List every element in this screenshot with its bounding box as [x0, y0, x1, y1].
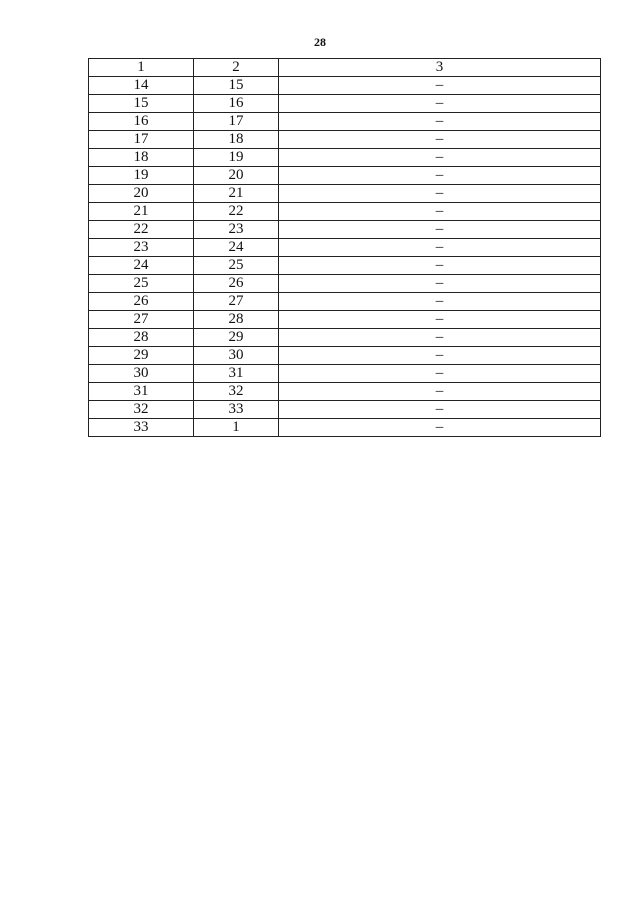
table-row [89, 365, 601, 383]
table-cell-col2: 16 [194, 95, 279, 113]
table-cell-col1: 27 [89, 311, 194, 329]
table-cell-col1: 28 [89, 329, 194, 347]
table-cell-col2: 25 [194, 257, 279, 275]
table-cell-col1: 21 [89, 203, 194, 221]
table-row [89, 401, 601, 419]
table-cell-col1: 25 [89, 275, 194, 293]
table-body [89, 59, 601, 437]
table-cell-col3: – [279, 293, 601, 311]
table-row [89, 185, 601, 203]
page-number: 28 [314, 35, 326, 49]
table-cell-col3: – [279, 149, 601, 167]
table-cell-col1: 24 [89, 257, 194, 275]
table-cell-col1: 26 [89, 293, 194, 311]
table-cell-col1: 14 [89, 77, 194, 95]
table-cell-col3: – [279, 275, 601, 293]
table-cell-col3: – [279, 311, 601, 329]
data-table [88, 58, 601, 437]
table-row [89, 275, 601, 293]
table-cell-col3: – [279, 203, 601, 221]
table-cell-col3: – [279, 131, 601, 149]
table-row [89, 239, 601, 257]
table-row [89, 149, 601, 167]
table-cell-col3: – [279, 257, 601, 275]
table-cell-col3: – [279, 329, 601, 347]
table-cell-col3: – [279, 239, 601, 257]
table-cell-col2: 22 [194, 203, 279, 221]
table-cell-col2: 31 [194, 365, 279, 383]
table-cell-col2: 1 [194, 419, 279, 437]
table-cell-col2: 33 [194, 401, 279, 419]
table-cell-col3: – [279, 167, 601, 185]
table-row [89, 113, 601, 131]
table-row [89, 311, 601, 329]
table-cell-col2: 24 [194, 239, 279, 257]
header-cell-3: 3 [279, 59, 601, 77]
table-cell-col1: 20 [89, 185, 194, 203]
table-row [89, 95, 601, 113]
table-cell-col1: 16 [89, 113, 194, 131]
table-cell-col1: 22 [89, 221, 194, 239]
table-cell-col2: 27 [194, 293, 279, 311]
table-cell-col2: 28 [194, 311, 279, 329]
table-cell-col3: – [279, 77, 601, 95]
table-row [89, 167, 601, 185]
table-cell-col2: 17 [194, 113, 279, 131]
table-cell-col2: 30 [194, 347, 279, 365]
table-cell-col2: 23 [194, 221, 279, 239]
table-cell-col2: 19 [194, 149, 279, 167]
table-cell-col3: – [279, 185, 601, 203]
table-cell-col2: 32 [194, 383, 279, 401]
table-cell-col2: 15 [194, 77, 279, 95]
table-cell-col3: – [279, 221, 601, 239]
table-cell-col2: 26 [194, 275, 279, 293]
table-cell-col1: 29 [89, 347, 194, 365]
table-cell-col3: – [279, 401, 601, 419]
table-row [89, 257, 601, 275]
table-cell-col2: 21 [194, 185, 279, 203]
table-row [89, 329, 601, 347]
header-cell-1: 1 [89, 59, 194, 77]
table-cell-col1: 23 [89, 239, 194, 257]
table-cell-col3: – [279, 347, 601, 365]
table-cell-col1: 19 [89, 167, 194, 185]
table-cell-col3: – [279, 113, 601, 131]
table-cell-col1: 15 [89, 95, 194, 113]
table-row [89, 383, 601, 401]
table-header-row [89, 59, 601, 77]
table-cell-col1: 33 [89, 419, 194, 437]
table-cell-col3: – [279, 95, 601, 113]
table-row [89, 203, 601, 221]
table-cell-col1: 18 [89, 149, 194, 167]
table-row [89, 221, 601, 239]
table-cell-col2: 18 [194, 131, 279, 149]
table-row [89, 347, 601, 365]
header-cell-2: 2 [194, 59, 279, 77]
table-cell-col3: – [279, 365, 601, 383]
table-cell-col1: 32 [89, 401, 194, 419]
table-row [89, 419, 601, 437]
table-cell-col1: 30 [89, 365, 194, 383]
table-cell-col1: 31 [89, 383, 194, 401]
table-cell-col2: 29 [194, 329, 279, 347]
table-cell-col3: – [279, 419, 601, 437]
table-cell-col1: 17 [89, 131, 194, 149]
table-cell-col2: 20 [194, 167, 279, 185]
table-row [89, 131, 601, 149]
table-cell-col3: – [279, 383, 601, 401]
table-row [89, 293, 601, 311]
table-row [89, 77, 601, 95]
